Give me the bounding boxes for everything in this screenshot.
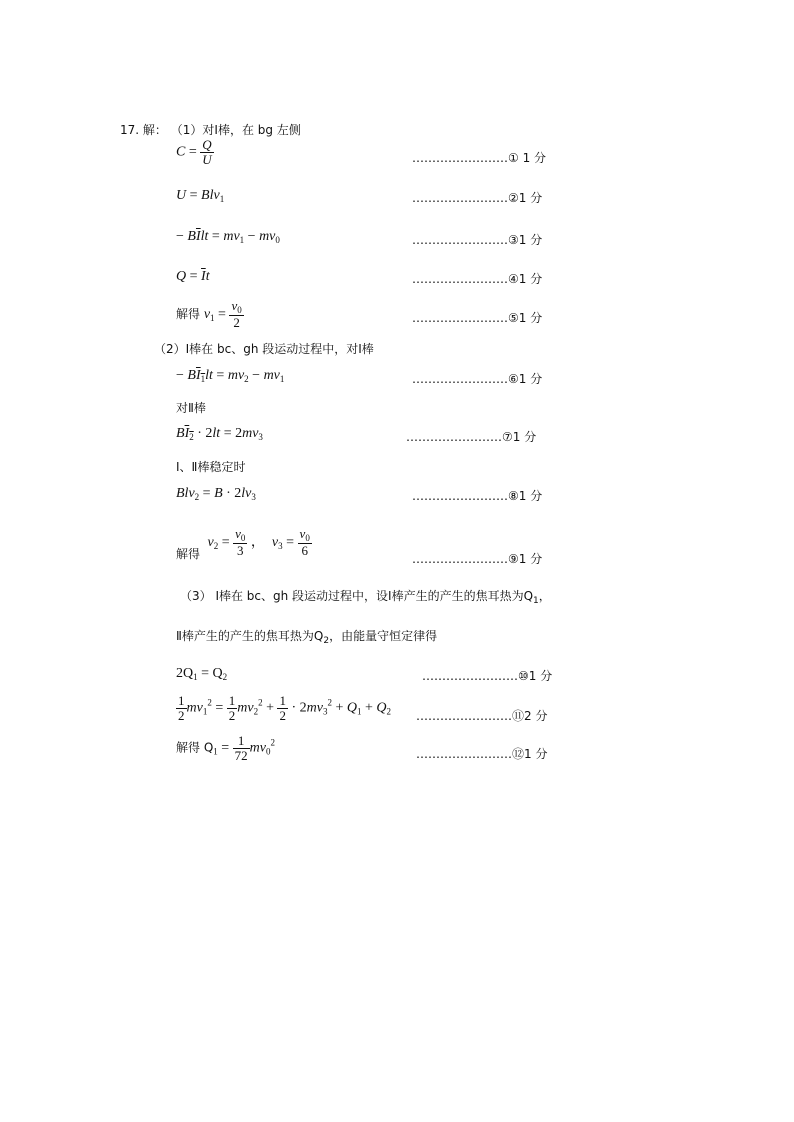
part3-line2-sub: 2 xyxy=(323,636,330,646)
solve-label: 解： xyxy=(142,123,167,137)
part1-title: （1）对Ⅰ棒，在 bg 左侧 xyxy=(170,123,301,137)
equation-1: C = $\frac{Q}{U}$ xyxy=(176,137,212,167)
equation-6: − $BI_1lt = mv_2 - mv_1$ xyxy=(176,368,285,384)
problem-number: 17. xyxy=(120,123,140,137)
equation-2: U = Blv$_1$ xyxy=(176,188,225,204)
part2-title: （2）Ⅰ棒在 bc、gh 段运动过程中，对Ⅰ棒 xyxy=(154,342,374,356)
score-6: ……………………⑥1 分 xyxy=(412,372,543,386)
equation-7: $BI_2 \cdot 2lt = 2mv_3$ xyxy=(176,426,263,442)
part3-title-tail: ， xyxy=(538,589,551,603)
solve-label-9: 解得 xyxy=(176,546,201,561)
part3-line2-tail: ，由能量守恒定律得 xyxy=(329,629,438,643)
part3-title-sub: 1 xyxy=(533,596,539,606)
part3-line2-text: Ⅱ棒产生的产生的焦耳热为Q xyxy=(176,629,324,643)
score-7: ……………………⑦1 分 xyxy=(406,430,537,444)
equation-9: 解得 $v_2$ = $\frac{v_0}{3}$ ， $v_3$ = $\frac{v_0}{6}$ xyxy=(176,526,310,561)
equation-4: $Q = \overline{I}t$ xyxy=(176,269,210,284)
part3-title-text: （3） Ⅰ棒在 bc、gh 段运动过程中，设Ⅰ棒产生的产生的焦耳热为Q xyxy=(180,589,534,603)
score-9: ……………………⑨1 分 xyxy=(412,552,543,566)
solve-q-prefix: 解得 Q xyxy=(176,740,214,755)
problem-header xyxy=(120,121,301,138)
equation-8: $Blv_2 = B \cdot 2lv_3$ xyxy=(176,486,256,502)
score-3: ……………………③1 分 xyxy=(412,233,543,247)
part3-line2 xyxy=(176,627,437,646)
equation-10: $2Q_1 = Q_2$ xyxy=(176,666,228,682)
equation-12: 解得 $Q_1$ = $\frac{1}{72}$ $mv_0^2$ xyxy=(176,733,275,763)
score-5: ……………………⑤1 分 xyxy=(412,311,543,325)
equation-5: 解得 $v_1$ = $\frac{v_0}{2}$ xyxy=(176,298,242,331)
solve-prefix: 解得 xyxy=(176,306,204,321)
equation-3: − $B\overline{I}lt = mv_1 - mv_0$ xyxy=(176,229,280,245)
score-11: ……………………⑪2 分 xyxy=(416,709,548,723)
rod2-label: 对Ⅱ棒 xyxy=(176,401,206,415)
score-4: ……………………④1 分 xyxy=(412,272,543,286)
score-1: ……………………① 1 分 xyxy=(412,151,547,165)
stable-label: Ⅰ、Ⅱ棒稳定时 xyxy=(176,460,246,474)
score-10: ……………………⑩1 分 xyxy=(422,669,553,683)
equation-11: $\frac{1}{2}$ $mv_1^2$ = $\frac{1}{2}$ $mv_2^2$ + $\frac{1}{2}$ · $2mv_3^2 + Q_1 + Q_2$ xyxy=(178,693,392,723)
score-2: ……………………②1 分 xyxy=(412,191,543,205)
part3-title xyxy=(180,587,551,606)
score-8: ……………………⑧1 分 xyxy=(412,489,543,503)
score-12: ……………………⑫1 分 xyxy=(416,747,548,761)
